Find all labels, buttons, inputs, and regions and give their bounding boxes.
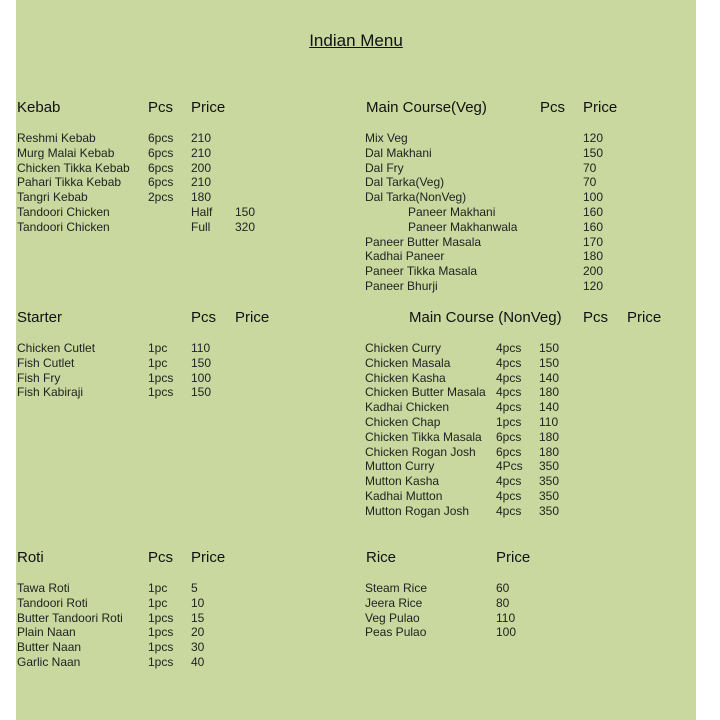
item-price: 5	[191, 581, 198, 595]
menu-row	[17, 655, 337, 670]
item-name: Kadhai Chicken	[365, 400, 450, 415]
menu-row	[365, 264, 685, 279]
item-price: 150	[191, 385, 212, 400]
item-pcs: 1pcs	[148, 385, 174, 400]
menu-row	[17, 161, 337, 176]
item-pcs: 6pcs	[148, 145, 174, 160]
menu-row	[365, 279, 685, 294]
item-name: Chicken Butter Masala	[365, 385, 486, 400]
item-name: Dal Fry	[365, 160, 404, 175]
item-name: Chicken Masala	[365, 355, 451, 370]
menu-row	[365, 385, 685, 400]
item-name: Mutton Kasha	[365, 474, 440, 489]
main-nonveg-price-header: Price	[627, 309, 662, 326]
item-name: Chicken Kasha	[365, 370, 446, 385]
item-pcs: 1pcs	[148, 610, 174, 625]
item-price: 70	[583, 175, 597, 190]
item-price: 100	[496, 625, 517, 640]
item-price: 60	[496, 581, 510, 595]
item-name: Tangri Kebab	[17, 190, 88, 205]
item-pcs: 1pcs	[148, 370, 174, 385]
menu-row	[365, 625, 685, 640]
item-pcs: 4pcs	[496, 503, 522, 518]
item-price: 350	[539, 488, 560, 503]
item-price: Half	[191, 204, 213, 219]
item-name: Tandoori Chicken	[17, 204, 110, 219]
menu-row	[365, 146, 685, 161]
kebab-pcs-header: Pcs	[148, 99, 174, 116]
item-price: 180	[539, 429, 560, 444]
item-price: 30	[191, 640, 205, 655]
menu-row	[365, 205, 685, 220]
item-price: 150	[191, 355, 212, 370]
item-pcs: 1pc	[148, 581, 168, 595]
menu-row	[365, 489, 685, 504]
item-pcs: 4pcs	[496, 385, 522, 400]
item-price: 210	[191, 175, 212, 190]
item-price: 20	[191, 625, 205, 640]
item-price: 100	[583, 190, 604, 205]
item-price: 80	[496, 595, 510, 610]
item-price: 350	[539, 459, 560, 474]
item-pcs: 4pcs	[496, 341, 522, 355]
item-name: Kadhai Paneer	[365, 249, 445, 264]
item-name: Fish Fry	[17, 370, 61, 385]
item-name: Reshmi Kebab	[17, 131, 96, 145]
item-pcs: 6pcs	[148, 175, 174, 190]
item-name: Tandoori Chicken	[17, 219, 110, 234]
item-name: Fish Kabiraji	[17, 385, 84, 400]
menu-row	[17, 131, 337, 146]
item-pcs: 4pcs	[496, 355, 522, 370]
item-name: Tawa Roti	[17, 581, 70, 595]
item-price: 210	[191, 131, 212, 145]
item-price: 150	[583, 145, 604, 160]
item-price: Full	[191, 219, 211, 234]
item-price: 140	[539, 370, 560, 385]
main-nonveg-pcs-header: Pcs	[583, 309, 609, 326]
roti-list	[17, 581, 337, 670]
item-name: Chicken Chap	[365, 414, 441, 429]
item-name: Paneer Tikka Masala	[365, 264, 478, 279]
menu-row	[17, 371, 337, 386]
item-price: 120	[583, 278, 604, 293]
menu-row	[17, 205, 337, 220]
item-pcs: 1pcs	[496, 414, 522, 429]
page-title: Indian Menu	[309, 31, 403, 50]
main-nonveg-list	[365, 341, 685, 519]
main-nonveg-header: Main Course (NonVeg)	[409, 309, 562, 326]
item-price: 350	[539, 503, 560, 518]
item-pcs: 6pcs	[148, 160, 174, 175]
item-price: 110	[191, 341, 211, 355]
menu-row	[17, 596, 337, 611]
item-pcs: 4Pcs	[496, 459, 523, 474]
kebab-list	[17, 131, 337, 235]
item-name: Dal Makhani	[365, 145, 432, 160]
item-name: Plain Naan	[17, 625, 76, 640]
item-price: 350	[539, 474, 560, 489]
rice-price-header: Price	[496, 549, 531, 566]
menu-row	[365, 235, 685, 250]
starter-list	[17, 341, 337, 400]
item-price: 180	[539, 444, 560, 459]
item-pcs: 1pcs	[148, 640, 174, 655]
item-name: Chicken Rogan Josh	[365, 444, 476, 459]
item-name: Paneer Butter Masala	[365, 234, 482, 249]
menu-row	[365, 611, 685, 626]
menu-row	[17, 341, 337, 356]
item-price: 140	[539, 400, 560, 415]
menu-row	[365, 400, 685, 415]
menu-row	[17, 190, 337, 205]
item-pcs: 6pcs	[496, 429, 522, 444]
main-veg-pcs-header: Pcs	[540, 99, 566, 116]
menu-row	[365, 445, 685, 460]
menu-row	[17, 581, 337, 596]
roti-price-header: Price	[191, 549, 226, 566]
menu-row	[365, 190, 685, 205]
rice-header: Rice	[366, 549, 397, 566]
item-price: 110	[496, 610, 516, 625]
menu-row	[17, 640, 337, 655]
starter-header: Starter	[17, 309, 63, 326]
item-price: 10	[191, 595, 205, 610]
menu-row	[17, 220, 337, 235]
item-name: Dal Tarka(NonVeg)	[365, 190, 467, 205]
item-pcs: 6pcs	[496, 444, 522, 459]
menu-row	[365, 341, 685, 356]
item-name: Chicken Tikka Masala	[365, 429, 482, 444]
item-name: Paneer Makhanwala	[408, 219, 518, 234]
item-name: Murg Malai Kebab	[17, 145, 115, 160]
menu-row	[365, 430, 685, 445]
menu-row	[365, 161, 685, 176]
menu-row	[365, 596, 685, 611]
menu-row	[365, 474, 685, 489]
item-price: 180	[191, 190, 212, 205]
item-price: 40	[191, 654, 205, 669]
item-name: Steam Rice	[365, 581, 428, 595]
item-price: 100	[191, 370, 212, 385]
menu-row	[365, 415, 685, 430]
item-name: Butter Tandoori Roti	[17, 610, 123, 625]
item-price: 200	[583, 264, 604, 279]
menu-row	[17, 175, 337, 190]
menu-row	[365, 175, 685, 190]
item-name: Dal Tarka(Veg)	[365, 175, 445, 190]
item-name: Pahari Tikka Kebab	[17, 175, 122, 190]
item-pcs: 4pcs	[496, 400, 522, 415]
item-price: 70	[583, 160, 597, 175]
item-pcs: 6pcs	[148, 131, 174, 145]
item-price: 120	[583, 131, 604, 145]
kebab-price-header: Price	[191, 99, 226, 116]
item-price: 110	[539, 414, 559, 429]
item-name: Chicken Tikka Kebab	[17, 160, 130, 175]
item-name: Kadhai Mutton	[365, 488, 443, 503]
main-veg-list	[365, 131, 685, 294]
menu-row	[365, 581, 685, 596]
main-veg-header: Main Course(Veg)	[366, 99, 487, 116]
item-extra: 150	[235, 204, 256, 219]
menu-row	[17, 356, 337, 371]
item-name: Veg Pulao	[365, 610, 420, 625]
item-price: 160	[583, 219, 604, 234]
item-price: 180	[583, 249, 604, 264]
item-pcs: 4pcs	[496, 474, 522, 489]
item-extra: 320	[235, 219, 256, 234]
menu-row	[365, 131, 685, 146]
item-name: Garlic Naan	[17, 654, 81, 669]
roti-pcs-header: Pcs	[148, 549, 174, 566]
item-name: Butter Naan	[17, 640, 82, 655]
item-pcs: 1pcs	[148, 625, 174, 640]
item-name: Jeera Rice	[365, 595, 423, 610]
menu-row	[365, 249, 685, 264]
item-name: Mutton Curry	[365, 459, 435, 474]
menu-row	[17, 625, 337, 640]
item-price: 170	[583, 234, 604, 249]
item-pcs: 4pcs	[496, 370, 522, 385]
item-pcs: 1pc	[148, 355, 168, 370]
kebab-header: Kebab	[17, 99, 61, 116]
item-name: Mutton Rogan Josh	[365, 503, 470, 518]
item-name: Peas Pulao	[365, 625, 427, 640]
menu-row	[17, 611, 337, 626]
item-pcs: 4pcs	[496, 488, 522, 503]
menu-row	[17, 385, 337, 400]
item-pcs: 1pcs	[148, 654, 174, 669]
item-price: 210	[191, 145, 212, 160]
item-pcs: 1pc	[148, 341, 168, 355]
main-veg-price-header: Price	[583, 99, 618, 116]
item-name: Mix Veg	[365, 131, 408, 145]
item-name: Tandoori Roti	[17, 595, 88, 610]
item-name: Chicken Curry	[365, 341, 442, 355]
menu-row	[365, 504, 685, 519]
item-name: Chicken Cutlet	[17, 341, 96, 355]
menu-row	[17, 146, 337, 161]
rice-list	[365, 581, 685, 640]
item-price: 200	[191, 160, 212, 175]
menu-row	[365, 371, 685, 386]
item-price: 150	[539, 341, 560, 355]
item-price: 150	[539, 355, 560, 370]
roti-header: Roti	[17, 549, 44, 566]
item-name: Fish Cutlet	[17, 355, 75, 370]
menu-row	[365, 220, 685, 235]
starter-pcs-header: Pcs	[191, 309, 217, 326]
menu-row	[365, 459, 685, 474]
item-name: Paneer Bhurji	[365, 278, 438, 293]
item-price: 15	[191, 610, 205, 625]
item-pcs: 2pcs	[148, 190, 174, 205]
menu-page	[16, 0, 696, 720]
item-price: 180	[539, 385, 560, 400]
item-pcs: 1pc	[148, 595, 168, 610]
item-price: 160	[583, 204, 604, 219]
starter-price-header: Price	[235, 309, 270, 326]
item-name: Paneer Makhani	[408, 204, 496, 219]
menu-row	[365, 356, 685, 371]
